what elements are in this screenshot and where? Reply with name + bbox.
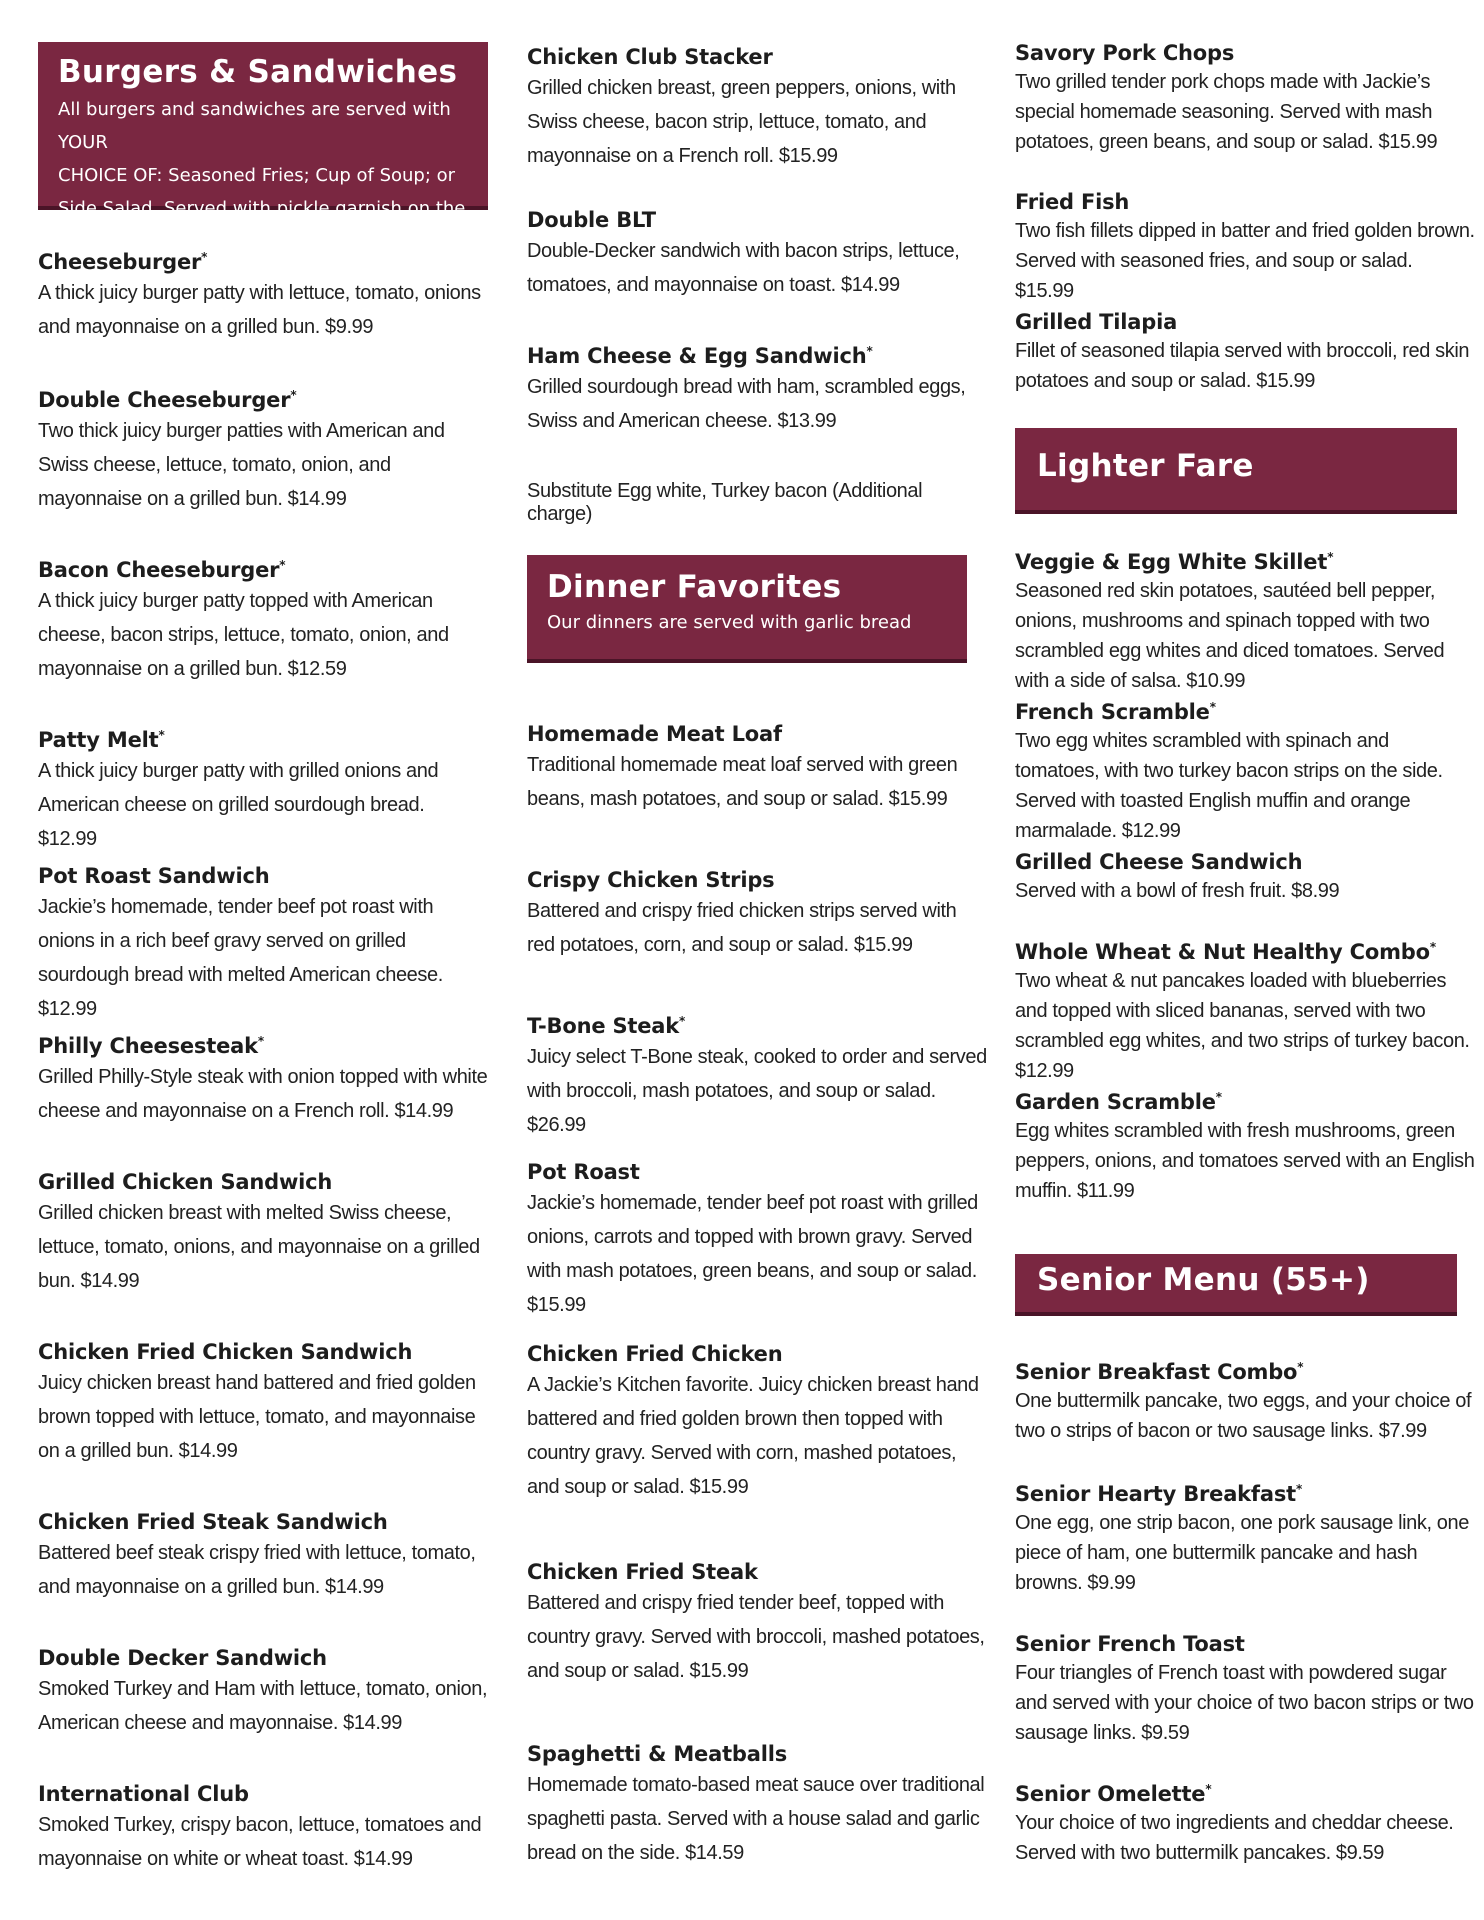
menu-item: [38, 1340, 488, 1468]
item-description: Seasoned red skin potatoes, sautéed bell pepper, onions, mushrooms and spinach topped with two scrambled egg whites and diced tomatoes. Served with a side of salsa. $10.99: [1015, 580, 1445, 693]
item-name: Savory Pork Chops: [1015, 41, 1235, 65]
section-title: Dinner Favorites: [547, 569, 842, 605]
item-name: Chicken Fried Steak: [527, 1560, 758, 1584]
item-name: International Club: [38, 1782, 249, 1806]
item-description: A thick juicy burger patty with lettuce, tomato, onions and mayonnaise on a grilled bun. $9.99: [38, 282, 481, 339]
menu-item: [38, 1510, 488, 1604]
menu-item: [527, 1560, 987, 1688]
menu-item: [527, 722, 987, 816]
item-name: Grilled Cheese Sandwich: [1015, 850, 1303, 874]
menu-item: [1015, 940, 1475, 1086]
item-description: Juicy select T-Bone steak, cooked to order and served with broccoli, mash potatoes, and soup or salad. $26.99: [527, 1046, 987, 1137]
menu-item: [38, 250, 488, 344]
item-description: Jackie’s homemade, tender beef pot roast with onions in a rich beef gravy served on grilled sourdough bread with melted American cheese. $12.99: [38, 896, 443, 1021]
item-name: Patty Melt*: [38, 728, 165, 752]
item-name: Chicken Fried Chicken Sandwich: [38, 1340, 413, 1364]
item-name: Whole Wheat & Nut Healthy Combo*: [1015, 940, 1436, 964]
section-banner-burgers: [38, 42, 488, 253]
item-description: Fillet of seasoned tilapia served with broccoli, red skin potatoes and soup or salad. $15.99: [1015, 340, 1470, 393]
menu-item: [527, 1742, 987, 1870]
item-name: Chicken Club Stacker: [527, 45, 773, 69]
item-description: One buttermilk pancake, two eggs, and your choice of two o strips of bacon or two sausage links. $7.99: [1015, 1390, 1472, 1443]
item-description: Grilled chicken breast with melted Swiss cheese, lettuce, tomato, onions, and mayonnaise on a grilled bun. $14.99: [38, 1202, 480, 1293]
item-description: Your choice of two ingredients and cheddar cheese. Served with two buttermilk pancakes. $9.59: [1015, 1812, 1454, 1865]
menu-item: [527, 45, 987, 173]
item-description: Battered beef steak crispy fried with lettuce, tomato, and mayonnaise on a grilled bun. $14.99: [38, 1542, 476, 1599]
menu-item: [38, 558, 488, 686]
item-name: Senior French Toast: [1015, 1632, 1245, 1656]
menu-item: [1015, 550, 1475, 696]
item-name: French Scramble*: [1015, 700, 1216, 724]
menu-item: [1015, 1090, 1475, 1206]
item-name: Homemade Meat Loaf: [527, 722, 782, 746]
section-subtitle: Our dinners are served with garlic bread: [547, 612, 912, 634]
menu-item: [38, 1034, 488, 1128]
item-description: Double-Decker sandwich with bacon strips, lettuce, tomatoes, and mayonnaise on toast. $14.99: [527, 240, 960, 297]
menu-item: [1015, 1632, 1475, 1748]
item-description: Egg whites scrambled with fresh mushrooms, green peppers, onions, and tomatoes served with an English muffin. $11.99: [1015, 1120, 1475, 1203]
menu-item: [38, 864, 488, 1026]
item-description: A thick juicy burger patty with grilled onions and American cheese on grilled sourdough bread. $12.99: [38, 760, 439, 851]
item-name: Grilled Chicken Sandwich: [38, 1170, 333, 1194]
menu-item: [1015, 1782, 1475, 1868]
item-name: Double BLT: [527, 208, 656, 232]
item-name: Spaghetti & Meatballs: [527, 1742, 788, 1766]
item-description: Served with a bowl of fresh fruit. $8.99: [1015, 880, 1340, 903]
item-name: Chicken Fried Chicken: [527, 1342, 783, 1366]
item-name: Pot Roast Sandwich: [38, 864, 270, 888]
menu-item: [38, 728, 488, 856]
item-name: Ham Cheese & Egg Sandwich*: [527, 344, 873, 368]
item-name: Fried Fish: [1015, 190, 1130, 214]
item-name: Senior Hearty Breakfast*: [1015, 1482, 1303, 1506]
item-description: Two thick juicy burger patties with American and Swiss cheese, lettuce, tomato, onion, and mayonnaise on a grilled bun. $14.99: [38, 420, 445, 511]
item-description: Four triangles of French toast with powdered sugar and served with your choice of two bacon strips or two sausage links. $9.59: [1015, 1662, 1474, 1745]
item-description: Two egg whites scrambled with spinach and tomatoes, with two turkey bacon strips on the side. Served with toasted English muffin and orange marmalade. $12.99: [1015, 730, 1443, 843]
item-description: One egg, one strip bacon, one pork sausage link, one piece of ham, one buttermilk pancake and hash browns. $9.99: [1015, 1512, 1469, 1595]
item-name: Cheeseburger*: [38, 250, 208, 274]
item-name: Bacon Cheeseburger*: [38, 558, 286, 582]
item-name: Garden Scramble*: [1015, 1090, 1222, 1114]
menu-item: [527, 208, 987, 302]
menu-item: [38, 1170, 488, 1298]
section-banner-senior-menu: [1015, 1254, 1457, 1316]
menu-item: [38, 388, 488, 516]
item-description: A thick juicy burger patty topped with American cheese, bacon strips, lettuce, tomato, onion, and mayonnaise on a grilled bun. $12.59: [38, 590, 449, 681]
item-description: Jackie’s homemade, tender beef pot roast with grilled onions, carrots and topped with brown gravy. Served with mash potatoes, green beans, and soup or salad. $15.99: [527, 1192, 978, 1317]
section-title: Burgers & Sandwiches: [58, 54, 458, 90]
item-description: Juicy chicken breast hand battered and fried golden brown topped with lettuce, tomato, and mayonnaise on a grilled bun. $14.99: [38, 1372, 476, 1463]
menu-item: [1015, 850, 1475, 906]
menu-item: [527, 344, 987, 438]
substitution-note: Substitute Egg white, Turkey bacon (Additional charge): [527, 480, 923, 525]
item-name: Chicken Fried Steak Sandwich: [38, 1510, 388, 1534]
item-name: Double Cheeseburger*: [38, 388, 297, 412]
item-description: Smoked Turkey, crispy bacon, lettuce, tomatoes and mayonnaise on white or wheat toast. $14.99: [38, 1814, 482, 1871]
menu-item: [1015, 700, 1475, 846]
item-name: Grilled Tilapia: [1015, 310, 1178, 334]
menu-item: [1015, 310, 1475, 396]
menu-item: [527, 1014, 987, 1142]
item-description: Smoked Turkey and Ham with lettuce, tomato, onion, American cheese and mayonnaise. $14.99: [38, 1678, 488, 1735]
item-name: Senior Breakfast Combo*: [1015, 1360, 1304, 1384]
item-description: Grilled Philly-Style steak with onion topped with white cheese and mayonnaise on a French roll. $14.99: [38, 1066, 488, 1123]
item-description: Two wheat & nut pancakes loaded with blueberries and topped with sliced bananas, served with two scrambled egg whites, and two strips of turkey bacon. $12.99: [1015, 970, 1470, 1083]
item-description: Two grilled tender pork chops made with Jackie’s special homemade seasoning. Served with mash potatoes, green beans, and soup or salad. $15.99: [1015, 71, 1438, 154]
menu-item: [38, 1782, 488, 1876]
item-name: Philly Cheesesteak*: [38, 1034, 264, 1058]
item-name: T-Bone Steak*: [527, 1014, 686, 1038]
menu-item: [527, 1342, 987, 1504]
section-title: Senior Menu (55+): [1037, 1262, 1370, 1298]
section-subtitle: All burgers and sandwiches are served with YOUR CHOICE OF: Seasoned Fries; Cup of Soup; or Side Salad. Served with pickle garnish on the side.: [58, 99, 466, 253]
menu-item: [1015, 190, 1475, 306]
item-description: Traditional homemade meat loaf served with green beans, mash potatoes, and soup or salad. $15.99: [527, 754, 958, 811]
menu-item: [38, 1646, 488, 1740]
item-description: A Jackie’s Kitchen favorite. Juicy chicken breast hand battered and fried golden brown then topped with country gravy. Served with corn, mashed potatoes, and soup or salad. $15.99: [527, 1374, 979, 1499]
item-name: Double Decker Sandwich: [38, 1646, 327, 1670]
section-title: Lighter Fare: [1037, 448, 1254, 484]
item-description: Battered and crispy fried tender beef, topped with country gravy. Served with broccoli, mashed potatoes, and soup or salad. $15.99: [527, 1592, 985, 1683]
item-name: Veggie & Egg White Skillet*: [1015, 550, 1334, 574]
menu-item: [1015, 1360, 1475, 1446]
item-description: Homemade tomato-based meat sauce over traditional spaghetti pasta. Served with a house salad and garlic bread on the side. $14.59: [527, 1774, 985, 1865]
item-description: Two fish fillets dipped in batter and fried golden brown. Served with seasoned fries, and soup or salad. $15.99: [1015, 220, 1475, 303]
menu-item: [1015, 41, 1475, 157]
section-banner-dinner: [527, 555, 967, 663]
item-name: Senior Omelette*: [1015, 1782, 1212, 1806]
item-description: Battered and crispy fried chicken strips served with red potatoes, corn, and soup or salad. $15.99: [527, 900, 957, 957]
menu-item: [527, 1160, 987, 1322]
menu-item: [527, 868, 987, 962]
section-banner-lighter-fare: [1015, 428, 1457, 514]
item-description: Grilled sourdough bread with ham, scrambled eggs, Swiss and American cheese. $13.99: [527, 376, 966, 433]
item-description: Grilled chicken breast, green peppers, onions, with Swiss cheese, bacon strip, lettuce, tomato, and mayonnaise on a French roll. $15.99: [527, 77, 956, 168]
item-name: Crispy Chicken Strips: [527, 868, 775, 892]
menu-item: [1015, 1482, 1475, 1598]
item-name: Pot Roast: [527, 1160, 640, 1184]
